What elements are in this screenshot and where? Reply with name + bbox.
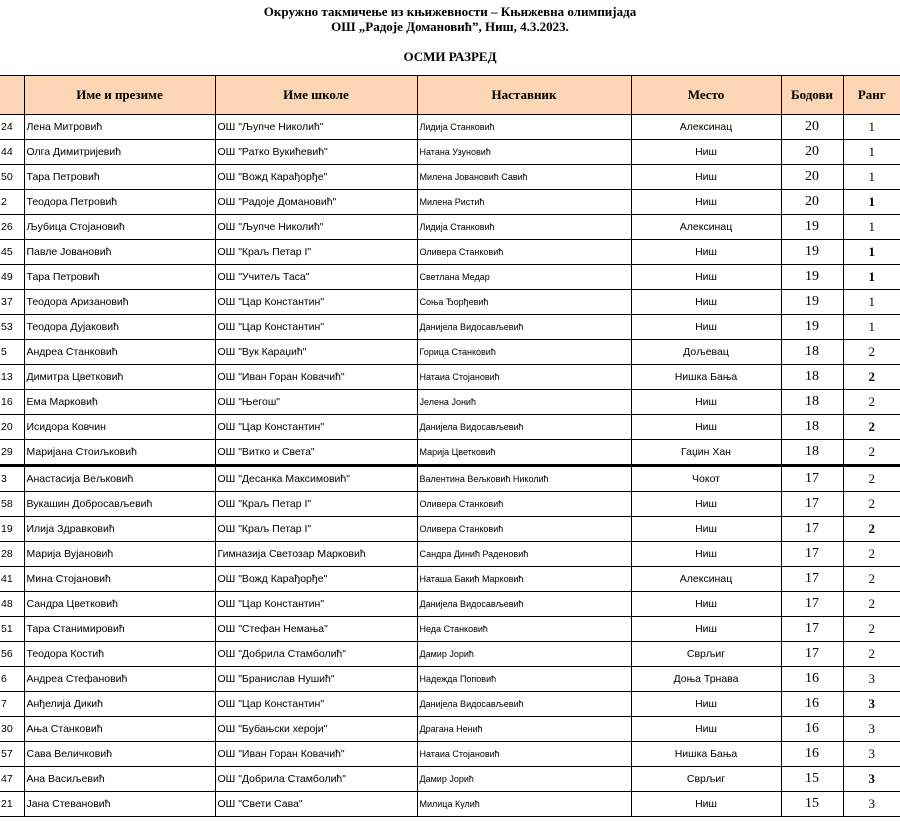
table-row (0, 592, 900, 617)
cell-rank: 3 (843, 742, 900, 767)
cell-number: 30 (0, 717, 24, 742)
cell-name: Анђелија Дикић (24, 692, 215, 717)
cell-points: 20 (781, 190, 843, 215)
page-subtitle: ОШ „Радоје Домановић”, Ниш, 4.3.2023. (331, 19, 569, 34)
cell-points: 17 (781, 642, 843, 667)
grade-heading: ОСМИ РАЗРЕД (403, 49, 497, 64)
cell-teacher: Лидија Станковић (417, 215, 631, 240)
cell-school: ОШ "Љупче Николић" (215, 115, 417, 140)
cell-name: Тара Петровић (24, 165, 215, 190)
table-row (0, 492, 900, 517)
cell-name: Олга Димитријевић (24, 140, 215, 165)
cell-number: 58 (0, 492, 24, 517)
cell-points: 17 (781, 542, 843, 567)
cell-number: 53 (0, 315, 24, 340)
results-table (0, 75, 900, 817)
cell-teacher: Јелена Јонић (417, 390, 631, 415)
column-header-place: Место (631, 76, 781, 115)
cell-rank: 2 (843, 517, 900, 542)
cell-number: 3 (0, 466, 24, 492)
cell-points: 20 (781, 140, 843, 165)
cell-points: 17 (781, 617, 843, 642)
cell-rank: 2 (843, 592, 900, 617)
cell-rank: 3 (843, 767, 900, 792)
cell-school: Гимназија Светозар Марковић (215, 542, 417, 567)
cell-name: Теодора Петровић (24, 190, 215, 215)
cell-rank: 1 (843, 165, 900, 190)
cell-name: Лена Митровић (24, 115, 215, 140)
cell-number: 37 (0, 290, 24, 315)
cell-place: Ниш (631, 492, 781, 517)
cell-number: 44 (0, 140, 24, 165)
cell-name: Мина Стојановић (24, 567, 215, 592)
cell-number: 29 (0, 440, 24, 466)
cell-points: 19 (781, 240, 843, 265)
table-row (0, 240, 900, 265)
cell-rank: 1 (843, 265, 900, 290)
cell-points: 16 (781, 692, 843, 717)
cell-rank: 2 (843, 567, 900, 592)
cell-points: 17 (781, 492, 843, 517)
column-header-points: Бодови (781, 76, 843, 115)
column-header-school: Име школе (215, 76, 417, 115)
cell-school: ОШ "Цар Константин" (215, 692, 417, 717)
cell-teacher: Данијела Видосављевић (417, 592, 631, 617)
results-table-body (0, 115, 900, 817)
cell-points: 17 (781, 592, 843, 617)
table-row (0, 290, 900, 315)
cell-place: Чокот (631, 466, 781, 492)
cell-place: Ниш (631, 717, 781, 742)
cell-school: ОШ "Радоје Домановић" (215, 190, 417, 215)
cell-points: 17 (781, 466, 843, 492)
cell-points: 15 (781, 767, 843, 792)
cell-name: Илија Здравковић (24, 517, 215, 542)
cell-school: ОШ "Краљ Петар I" (215, 492, 417, 517)
cell-school: ОШ "Бубањски хероји" (215, 717, 417, 742)
cell-place: Ниш (631, 542, 781, 567)
column-header-number (0, 76, 24, 115)
table-row (0, 767, 900, 792)
cell-teacher: Светлана Медар (417, 265, 631, 290)
table-row (0, 617, 900, 642)
cell-points: 20 (781, 165, 843, 190)
cell-rank: 2 (843, 542, 900, 567)
cell-number: 2 (0, 190, 24, 215)
page-title: Окружно такмичење из књижевности – Књижевна олимпијада (263, 4, 637, 19)
cell-name: Павле Јовановић (24, 240, 215, 265)
table-row (0, 667, 900, 692)
cell-place: Алексинац (631, 215, 781, 240)
cell-place: Дољевац (631, 340, 781, 365)
cell-points: 17 (781, 567, 843, 592)
cell-number: 20 (0, 415, 24, 440)
cell-place: Доња Трнава (631, 667, 781, 692)
cell-school: ОШ "Иван Горан Ковачић" (215, 365, 417, 390)
cell-teacher: Горица Станковић (417, 340, 631, 365)
cell-name: Тара Петровић (24, 265, 215, 290)
cell-rank: 2 (843, 365, 900, 390)
table-row (0, 140, 900, 165)
cell-school: ОШ "Краљ Петар I" (215, 240, 417, 265)
cell-number: 41 (0, 567, 24, 592)
cell-school: ОШ "Иван Горан Ковачић" (215, 742, 417, 767)
cell-school: ОШ "Вожд Карађорђе" (215, 165, 417, 190)
cell-number: 5 (0, 340, 24, 365)
table-row (0, 340, 900, 365)
cell-teacher: Оливера Станковић (417, 240, 631, 265)
cell-name: Андреа Стефановић (24, 667, 215, 692)
cell-place: Ниш (631, 592, 781, 617)
cell-teacher: Милена Јовановић Савић (417, 165, 631, 190)
cell-teacher: Милица Кулић (417, 792, 631, 817)
cell-points: 19 (781, 265, 843, 290)
cell-name: Јана Стевановић (24, 792, 215, 817)
cell-points: 16 (781, 667, 843, 692)
cell-place: Ниш (631, 517, 781, 542)
column-header-teacher: Наставник (417, 76, 631, 115)
cell-number: 50 (0, 165, 24, 190)
table-row (0, 265, 900, 290)
table-row (0, 742, 900, 767)
cell-teacher: Лидија Станковић (417, 115, 631, 140)
cell-place: Ниш (631, 692, 781, 717)
cell-teacher: Драгана Ненић (417, 717, 631, 742)
cell-number: 48 (0, 592, 24, 617)
cell-number: 13 (0, 365, 24, 390)
cell-name: Теодора Костић (24, 642, 215, 667)
table-header-row (0, 76, 900, 115)
cell-points: 16 (781, 717, 843, 742)
cell-name: Ана Васиљевић (24, 767, 215, 792)
cell-place: Ниш (631, 165, 781, 190)
cell-number: 57 (0, 742, 24, 767)
cell-points: 20 (781, 115, 843, 140)
cell-rank: 2 (843, 492, 900, 517)
cell-name: Марија Вујановић (24, 542, 215, 567)
cell-rank: 1 (843, 240, 900, 265)
cell-teacher: Натана Узуновић (417, 140, 631, 165)
cell-rank: 3 (843, 692, 900, 717)
cell-number: 19 (0, 517, 24, 542)
cell-number: 16 (0, 390, 24, 415)
cell-points: 19 (781, 315, 843, 340)
cell-points: 18 (781, 365, 843, 390)
cell-points: 18 (781, 390, 843, 415)
cell-rank: 2 (843, 617, 900, 642)
table-row (0, 365, 900, 390)
cell-place: Ниш (631, 390, 781, 415)
cell-name: Теодора Дујаковић (24, 315, 215, 340)
table-row (0, 792, 900, 817)
cell-name: Љубица Стојановић (24, 215, 215, 240)
cell-teacher: Соња Ђорђевић (417, 290, 631, 315)
cell-teacher: Наташа Бакић Марковић (417, 567, 631, 592)
cell-school: ОШ "Стефан Немања" (215, 617, 417, 642)
cell-school: ОШ "Добрила Стамболић" (215, 767, 417, 792)
table-row (0, 717, 900, 742)
cell-teacher: Данијела Видосављевић (417, 415, 631, 440)
cell-school: ОШ "Учитељ Таса" (215, 265, 417, 290)
cell-number: 47 (0, 767, 24, 792)
cell-rank: 2 (843, 466, 900, 492)
cell-rank: 1 (843, 290, 900, 315)
cell-points: 19 (781, 290, 843, 315)
cell-teacher: Марија Цветковић (417, 440, 631, 466)
table-row (0, 115, 900, 140)
table-row (0, 165, 900, 190)
cell-name: Исидора Ковчин (24, 415, 215, 440)
cell-rank: 2 (843, 415, 900, 440)
table-row (0, 542, 900, 567)
cell-teacher: Данијела Видосављевић (417, 692, 631, 717)
cell-name: Ања Станковић (24, 717, 215, 742)
cell-place: Алексинац (631, 115, 781, 140)
cell-rank: 1 (843, 190, 900, 215)
cell-teacher: Сандра Динић Раденовић (417, 542, 631, 567)
cell-number: 7 (0, 692, 24, 717)
cell-rank: 1 (843, 115, 900, 140)
table-row (0, 440, 900, 466)
cell-teacher: Дамир Јорић (417, 767, 631, 792)
cell-school: ОШ "Добрила Стамболић" (215, 642, 417, 667)
cell-school: ОШ "Ратко Вукићевић" (215, 140, 417, 165)
cell-place: Сврљиг (631, 767, 781, 792)
cell-place: Ниш (631, 415, 781, 440)
cell-rank: 3 (843, 792, 900, 817)
cell-number: 28 (0, 542, 24, 567)
cell-teacher: Оливера Станковић (417, 492, 631, 517)
table-row (0, 466, 900, 492)
cell-name: Сава Величковић (24, 742, 215, 767)
table-row (0, 692, 900, 717)
cell-teacher: Данијела Видосављевић (417, 315, 631, 340)
cell-school: ОШ "Десанка Максимовић" (215, 466, 417, 492)
cell-name: Тара Станимировић (24, 617, 215, 642)
cell-name: Димитра Цветковић (24, 365, 215, 390)
cell-rank: 2 (843, 390, 900, 415)
cell-rank: 2 (843, 440, 900, 466)
cell-number: 51 (0, 617, 24, 642)
cell-number: 45 (0, 240, 24, 265)
cell-points: 18 (781, 415, 843, 440)
cell-name: Вукашин Добросављевић (24, 492, 215, 517)
cell-school: ОШ "Цар Константин" (215, 315, 417, 340)
cell-place: Ниш (631, 315, 781, 340)
table-row (0, 215, 900, 240)
table-row (0, 315, 900, 340)
table-row (0, 642, 900, 667)
cell-teacher: Оливера Станковић (417, 517, 631, 542)
cell-points: 16 (781, 742, 843, 767)
cell-school: ОШ "Краљ Петар I" (215, 517, 417, 542)
cell-place: Нишка Бања (631, 742, 781, 767)
cell-school: ОШ "Вожд Карађорђе" (215, 567, 417, 592)
cell-teacher: Надежда Поповић (417, 667, 631, 692)
table-row (0, 517, 900, 542)
cell-name: Теодора Аризановић (24, 290, 215, 315)
cell-teacher: Натаиа Стојановић (417, 742, 631, 767)
cell-rank: 3 (843, 717, 900, 742)
cell-place: Ниш (631, 290, 781, 315)
cell-place: Ниш (631, 265, 781, 290)
column-header-name: Име и презиме (24, 76, 215, 115)
cell-place: Ниш (631, 792, 781, 817)
cell-teacher: Дамир Јорић (417, 642, 631, 667)
cell-name: Сандра Цветковић (24, 592, 215, 617)
cell-name: Анастасија Вељковић (24, 466, 215, 492)
cell-place: Сврљиг (631, 642, 781, 667)
cell-rank: 2 (843, 340, 900, 365)
cell-school: ОШ "Његош" (215, 390, 417, 415)
table-row (0, 415, 900, 440)
cell-rank: 3 (843, 667, 900, 692)
cell-place: Ниш (631, 240, 781, 265)
cell-place: Алексинац (631, 567, 781, 592)
table-row (0, 190, 900, 215)
cell-school: ОШ "Вук Караџић" (215, 340, 417, 365)
cell-name: Маријана Стоиљковић (24, 440, 215, 466)
cell-points: 18 (781, 340, 843, 365)
table-row (0, 567, 900, 592)
column-header-rank: Ранг (843, 76, 900, 115)
cell-place: Нишка Бања (631, 365, 781, 390)
cell-name: Андреа Станковић (24, 340, 215, 365)
cell-rank: 2 (843, 642, 900, 667)
cell-school: ОШ "Љупче Николић" (215, 215, 417, 240)
cell-place: Гаџин Хан (631, 440, 781, 466)
cell-place: Ниш (631, 140, 781, 165)
cell-number: 24 (0, 115, 24, 140)
cell-school: ОШ "Витко и Света" (215, 440, 417, 466)
cell-teacher: Валентина Вељковић Николић (417, 466, 631, 492)
cell-points: 19 (781, 215, 843, 240)
cell-rank: 1 (843, 315, 900, 340)
cell-place: Ниш (631, 190, 781, 215)
cell-name: Ема Марковић (24, 390, 215, 415)
cell-school: ОШ "Свети Сава" (215, 792, 417, 817)
cell-points: 17 (781, 517, 843, 542)
cell-number: 21 (0, 792, 24, 817)
cell-school: ОШ "Цар Константин" (215, 290, 417, 315)
cell-points: 18 (781, 440, 843, 466)
table-row (0, 390, 900, 415)
cell-rank: 1 (843, 215, 900, 240)
cell-school: ОШ "Цар Константин" (215, 415, 417, 440)
cell-school: ОШ "Бранислав Нушић" (215, 667, 417, 692)
cell-points: 15 (781, 792, 843, 817)
cell-number: 49 (0, 265, 24, 290)
cell-number: 6 (0, 667, 24, 692)
cell-place: Ниш (631, 617, 781, 642)
cell-number: 26 (0, 215, 24, 240)
cell-school: ОШ "Цар Константин" (215, 592, 417, 617)
cell-teacher: Милена Ристић (417, 190, 631, 215)
cell-teacher: Неда Станковић (417, 617, 631, 642)
cell-teacher: Натаиа Стојановић (417, 365, 631, 390)
cell-rank: 1 (843, 140, 900, 165)
cell-number: 56 (0, 642, 24, 667)
